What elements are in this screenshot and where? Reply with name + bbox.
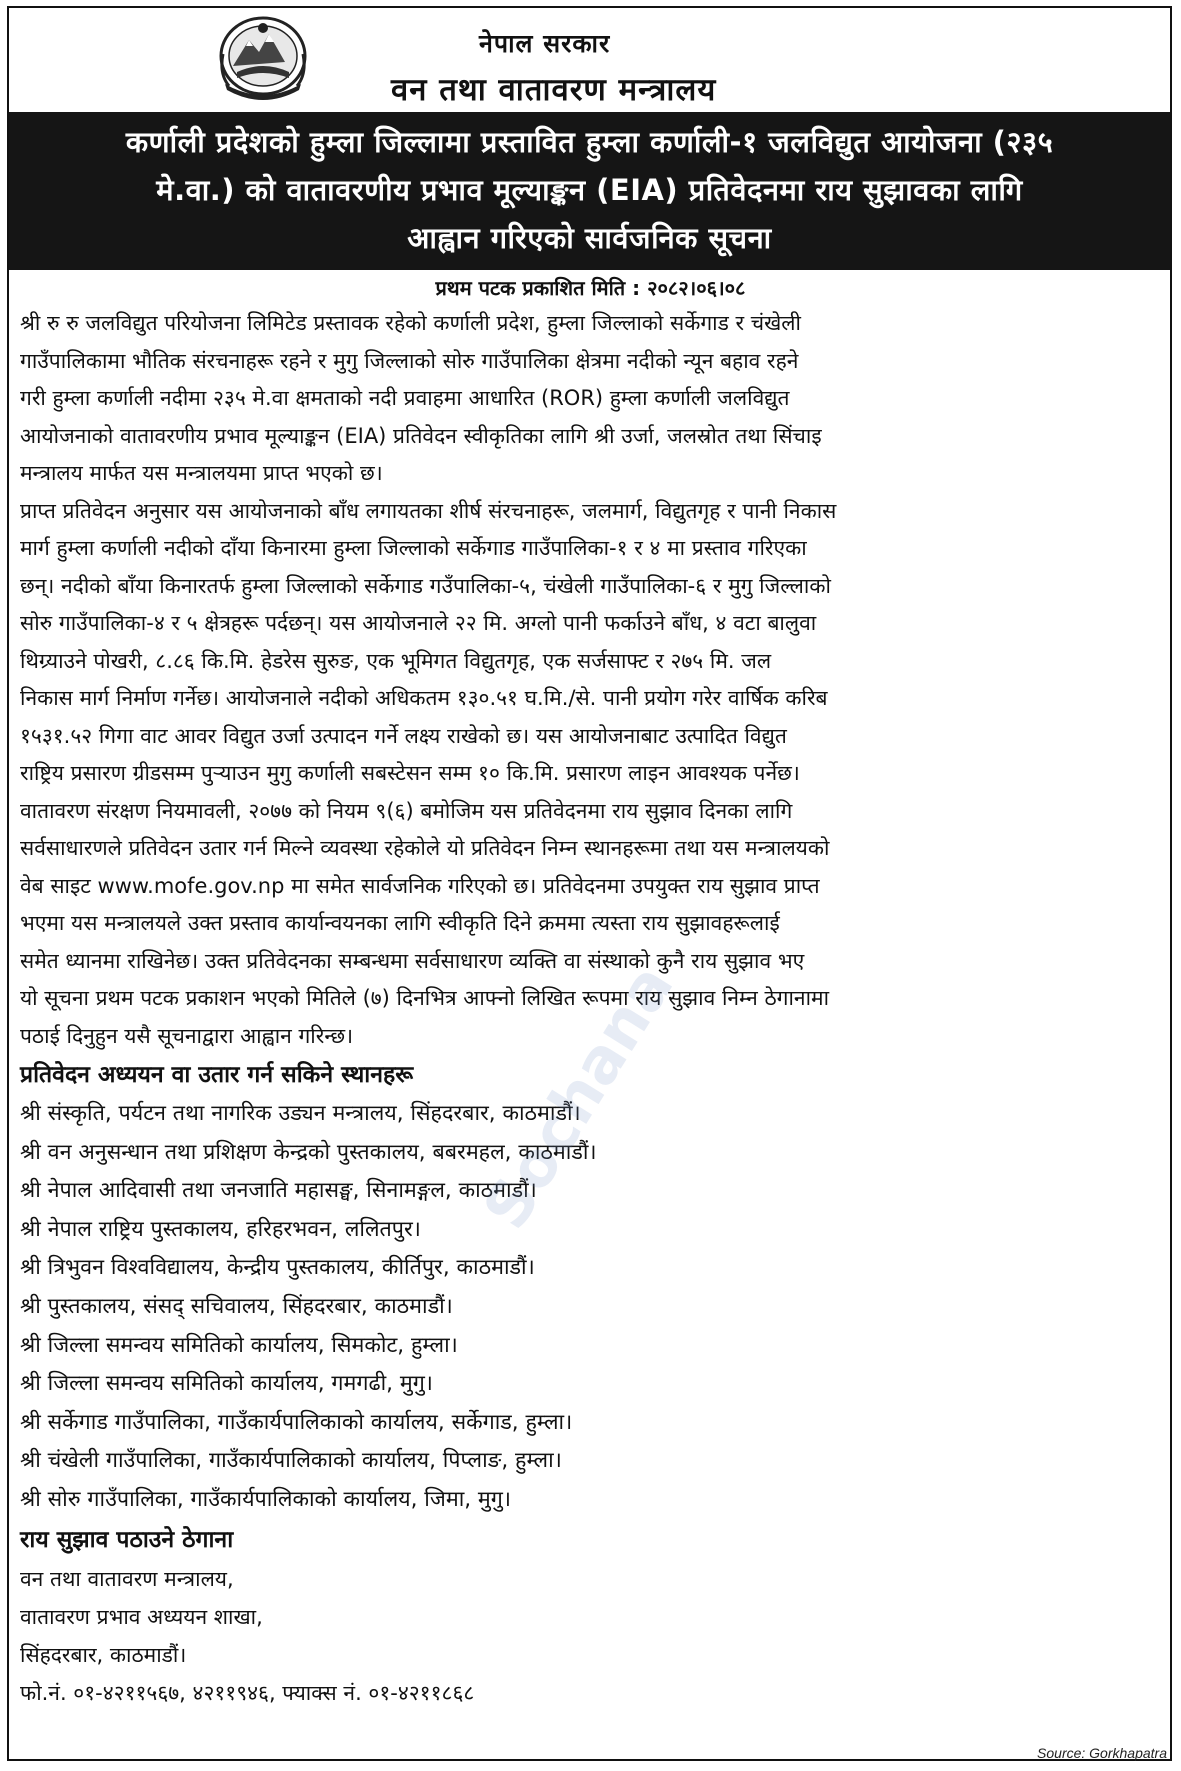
paragraph-line: वेब साइट www.mofe.gov.np मा समेत सार्वजनिक गरिएको छ। प्रतिवेदनमा उपयुक्त राय सुझाव प्राप्त <box>20 873 820 898</box>
paragraph-line: सोरु गाउँपालिका-४ र ५ क्षेत्रहरू पर्दछन्। यस आयोजनाले २२ मि. अग्लो पानी फर्काउने बाँध, ४ वटा बालुवा <box>20 611 817 635</box>
ministry-name: वन तथा वातावरण मन्त्रालय <box>391 72 717 108</box>
venue-item: श्री पुस्तकालय, संसद् सचिवालय, सिंहदरबार, काठमाडौं। <box>20 1293 453 1319</box>
paragraph-1 <box>20 305 1163 493</box>
paragraph-line: थिग्र्याउने पोखरी, ८.८६ कि.मि. हेडरेस सुरुङ, एक भूमिगत विद्युतगृह, एक सर्जसाफ्ट र २७५ मि. जल <box>20 648 772 673</box>
publication-date: प्रथम पटक प्रकाशित मिति : २०८२।०६।०८ <box>435 276 746 300</box>
paragraph-line: सर्वसाधारणले प्रतिवेदन उतार गर्न मिल्ने व्यवस्था रहेकोले यो प्रतिवेदन निम्न स्थानहरूमा तथा यस मन्त्रालयको <box>20 836 830 860</box>
paragraph-line: मन्त्रालय मार्फत यस मन्त्रालयमा प्राप्त भएको छ। <box>20 461 383 485</box>
venue-list <box>20 1095 1163 1520</box>
paragraph-line: पठाई दिनुहुन यसै सूचनाद्वारा आह्वान गरिन्छ। <box>20 1023 354 1048</box>
address-line: वन तथा वातावरण मन्त्रालय, <box>20 1566 234 1591</box>
paragraph-line: भएमा यस मन्त्रालयले उक्त प्रस्ताव कार्यान्वयनका लागि स्वीकृति दिने क्रममा त्यस्ता राय सुझावहरूलाई <box>20 911 780 935</box>
address-line: सिंहदरबार, काठमाडौं। <box>20 1642 187 1667</box>
paragraph-line: गाउँपालिकामा भौतिक संरचनाहरू रहने र मुगु जिल्लाको सोरु गाउँपालिका क्षेत्रमा नदीको न्यून बहाव रहने <box>20 348 799 373</box>
contact-numbers: फो.नं. ०१-४२११५६७, ४२११९४६, फ्याक्स नं. ०१-४२११८६८ <box>20 1680 475 1705</box>
paragraph-line: १५३१.५२ गिगा वाट आवर विद्युत उर्जा उत्पादन गर्ने लक्ष्य राखेको छ। यस आयोजनाबाट उत्पादित विद्युत <box>20 723 787 748</box>
address-line: वातावरण प्रभाव अध्ययन शाखा, <box>20 1604 263 1629</box>
venue-item: श्री वन अनुसन्धान तथा प्रशिक्षण केन्द्रको पुस्तकालय, बबरमहल, काठमाडौं। <box>20 1139 597 1165</box>
venues-heading: प्रतिवेदन अध्ययन वा उतार गर्न सकिने स्थानहरू <box>20 1062 414 1088</box>
paragraph-line: वातावरण संरक्षण नियमावली, २०७७ को नियम ९(६) बमोजिम यस प्रतिवेदनमा राय सुझाव दिनका लागि <box>20 798 793 823</box>
venue-item: श्री सर्केगाड गाउँपालिका, गाउँकार्यपालिकाको कार्यालय, सर्केगाड, हुम्ला। <box>20 1409 573 1435</box>
paragraph-line: समेत ध्यानमा राखिनेछ। उक्त प्रतिवेदनका सम्बन्धमा सर्वसाधारण व्यक्ति वा संस्थाको कुनै राय सुझाव भए <box>20 948 805 973</box>
source-credit: Source: Gorkhapatra <box>1037 1745 1167 1761</box>
notice-header <box>9 8 1170 110</box>
paragraph-line: मार्ग हुम्ला कर्णाली नदीको दाँया किनारमा हुम्ला जिल्लाको सर्केगाड गाउँपालिका-१ र ४ मा प्रस्ताव गरिएका <box>20 536 807 560</box>
venue-item: श्री चंखेली गाउँपालिका, गाउँकार्यपालिकाको कार्यालय, पिप्लाङ, हुम्ला। <box>20 1448 562 1474</box>
title-line: आह्वान गरिएको सार्वजनिक सूचना <box>407 221 772 255</box>
paragraph-line: आयोजनाको वातावरणीय प्रभाव मूल्याङ्कन (EIA) प्रतिवेदन स्वीकृतिका लागि श्री उर्जा, जलस्रोत तथा सिंचाइ <box>20 423 822 448</box>
watermark: Sochana <box>468 951 688 1242</box>
venue-item: श्री त्रिभुवन विश्वविद्यालय, केन्द्रीय पुस्तकालय, कीर्तिपुर, काठमाडौं। <box>20 1255 535 1281</box>
venue-item: श्री नेपाल आदिवासी तथा जनजाति महासङ्घ, सिनामङ्गल, काठमाडौं। <box>20 1178 537 1204</box>
venue-item: श्री जिल्ला समन्वय समितिको कार्यालय, सिमकोट, हुम्ला। <box>20 1332 458 1358</box>
paragraph-line: राष्ट्रिय प्रसारण ग्रीडसम्म पुऱ्याउन मुगु कर्णाली सबस्टेसन सम्म १० कि.मि. प्रसारण लाइन आवश्यक पर्नेछ। <box>20 761 800 785</box>
venue-item: श्री नेपाल राष्ट्रिय पुस्तकालय, हरिहरभवन, ललितपुर। <box>20 1216 421 1242</box>
notice-title <box>9 112 1170 270</box>
government-name: नेपाल सरकार <box>479 29 611 58</box>
venue-item: श्री सोरु गाउँपालिका, गाउँकार्यपालिकाको कार्यालय, जिमा, मुगु। <box>20 1486 512 1512</box>
title-line: मे.वा.) को वातावरणीय प्रभाव मूल्याङ्कन (EIA) प्रतिवेदनमा राय सुझावका लागि <box>156 173 1023 207</box>
paragraph-line: निकास मार्ग निर्माण गर्नेछ। आयोजनाले नदीको अधिकतम १३०.५१ घ.मि./से. पानी प्रयोग गरेर वार्षिक करिब <box>20 686 828 710</box>
address-heading: राय सुझाव पठाउने ठेगाना <box>20 1526 234 1553</box>
venue-item: श्री जिल्ला समन्वय समितिको कार्यालय, गमगढी, मुगु। <box>20 1371 433 1397</box>
nepal-government-emblem-icon <box>215 14 311 100</box>
title-line: कर्णाली प्रदेशको हुम्ला जिल्लामा प्रस्तावित हुम्ला कर्णाली-१ जलविद्युत आयोजना (२३५ <box>125 125 1054 159</box>
paragraph-line: श्री रु रु जलविद्युत परियोजना लिमिटेड प्रस्तावक रहेको कर्णाली प्रदेश, हुम्ला जिल्लाको सर्केगाड र चंखेली <box>20 311 801 335</box>
paragraph-line: प्राप्त प्रतिवेदन अनुसार यस आयोजनाको बाँध लगायतका शीर्ष संरचनाहरू, जलमार्ग, विद्युतगृह र पानी निकास <box>20 498 837 523</box>
address-block <box>20 1560 1163 1712</box>
venue-item: श्री संस्कृति, पर्यटन तथा नागरिक उड्यन मन्त्रालय, सिंहदरबार, काठमाडौं। <box>20 1101 581 1126</box>
paragraph-2 <box>20 493 1163 793</box>
paragraph-line: छन्। नदीको बाँया किनारतर्फ हुम्ला जिल्लाको सर्केगाड गउँपालिका-५, चंखेली गाउँपालिका-६ र मुगु जिल्लाको <box>20 573 831 598</box>
paragraph-line: यो सूचना प्रथम पटक प्रकाशन भएको मितिले (७) दिनभित्र आफ्नो लिखित रूपमा राय सुझाव निम्न ठेगानामा <box>20 986 830 1010</box>
paragraph-line: गरी हुम्ला कर्णाली नदीमा २३५ मे.वा क्षमताको नदी प्रवाहमा आधारित (ROR) हुम्ला कर्णाली जलविद्युत <box>20 386 790 410</box>
